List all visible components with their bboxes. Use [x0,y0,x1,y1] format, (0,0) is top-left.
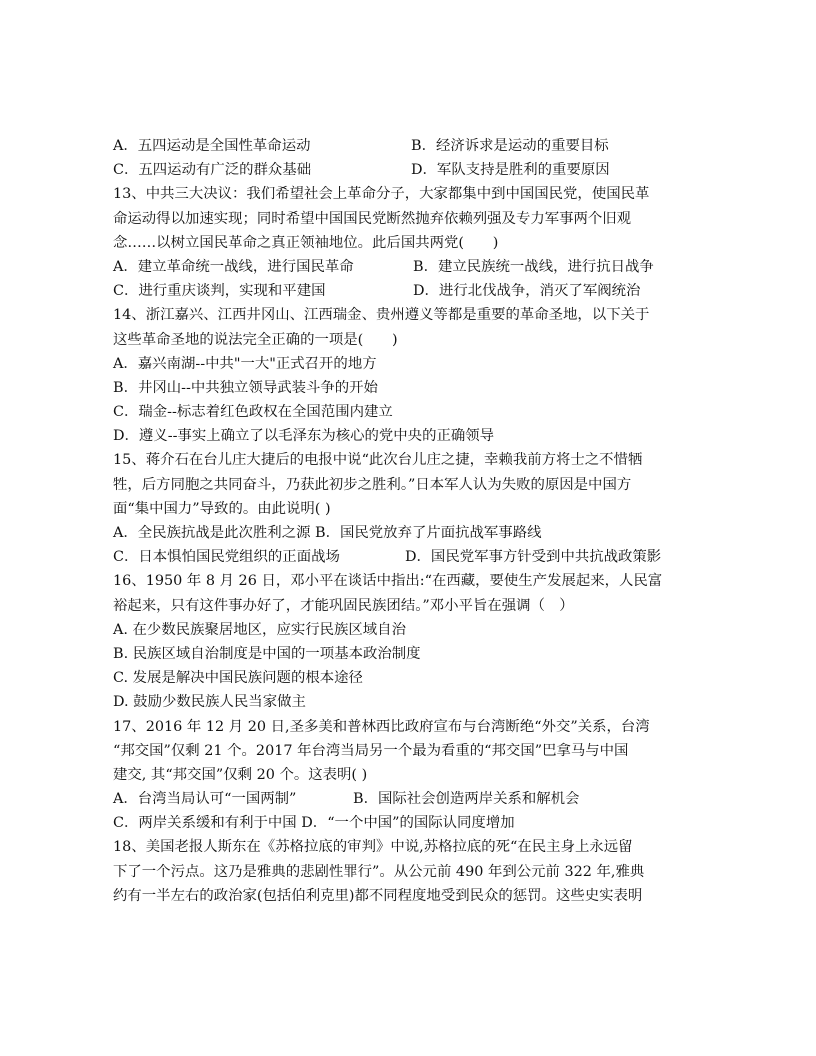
q15-options-ab[interactable]: A．全民族抗战是此次胜利之源 B．国民党放弃了片面抗战军事路线 [113,525,542,541]
q14-option-c[interactable]: C．瑞金--标志着红色政权在全国范围内建立 [113,404,393,421]
q13-stem-line-2: 命运动得以加速实现；同时希望中国国民党断然抛弃依赖列强及专力军事两个旧观 [113,210,632,227]
q15-stem-line-3: 面“集中国力”导致的。由此说明( ) [113,500,331,517]
q17-options-row-1 [113,787,713,811]
question-16 [113,569,713,714]
q14-stem-line-2: 这些革命圣地的说法完全正确的一项是( ) [113,331,398,348]
q15-stem-line-2: 牲，后方同胞之共同奋斗，乃获此初步之胜利。”日本军人认为失败的原因是中国方 [113,476,632,493]
q16-option-a[interactable]: A. 在少数民族聚居地区，应实行民族区域自治 [113,621,406,638]
q13-options-row-1 [113,255,713,279]
question-13 [113,182,713,303]
q17-option-a[interactable]: A．台湾当局认可“一国两制” [113,791,297,808]
q16-option-d[interactable]: D. 鼓励少数民族人民当家做主 [113,694,306,711]
q13-option-b[interactable]: B．建立民族统一战线，进行抗日战争 [413,258,654,275]
q12-options-row-1 [113,134,713,158]
q15-options-row-2 [113,545,713,569]
q17-stem-line-1: 17、2016 年 12 月 20 日,圣多美和普林西比政府宣布与台湾断绝“外交”关系，台湾 [113,718,650,735]
q14-option-b[interactable]: B．井冈山--中共独立领导武装斗争的开始 [113,379,378,396]
q16-stem-line-2: 裕起来，只有这件事办好了，才能巩固民族团结。”邓小平旨在强调（ ） [113,597,574,614]
q12-option-c[interactable]: C．五四运动有广泛的群众基础 [113,162,312,179]
q15-option-c[interactable]: C．日本惧怕国民党组织的正面战场 [113,549,340,566]
question-14 [113,303,713,448]
q14-option-a[interactable]: A．嘉兴南湖--中共"一大"正式召开的地方 [113,355,377,372]
q13-option-c[interactable]: C．进行重庆谈判，实现和平建国 [113,283,326,300]
question-18 [113,835,713,908]
q18-stem-line-2: 下了一个污点。这乃是雅典的悲剧性罪行”。从公元前 490 年到公元前 322 年,雅典 [113,863,645,880]
q14-option-d[interactable]: D．遵义--事实上确立了以毛泽东为核心的党中央的正确领导 [113,428,495,445]
q13-option-d[interactable]: D．进行北伐战争，消灭了军阀统治 [413,283,641,300]
q17-option-b[interactable]: B．国际社会创造两岸关系和解机会 [353,791,580,808]
q15-option-d[interactable]: D．国民党军事方针受到中共抗战政策影 [405,549,662,566]
q16-stem-line-1: 16、1950 年 8 月 26 日，邓小平在谈话中指出:“在西藏，要使生产发展起来，人民富 [113,573,663,590]
q13-stem-line-3: 念……以树立国民革命之真正领袖地位。此后国共两党( ) [113,234,499,251]
q13-stem-line-1: 13、中共三大决议：我们希望社会上革命分子，大家都集中到中国国民党，使国民革 [113,186,650,203]
q18-stem-line-3: 约有一半左右的政治家(包括伯利克里)都不同程度地受到民众的惩罚。这些史实表明 [113,887,643,904]
q14-stem-line-1: 14、浙江嘉兴、江西井冈山、江西瑞金、贵州遵义等都是重要的革命圣地，以下关于 [113,307,650,324]
q12-option-a[interactable]: A．五四运动是全国性革命运动 [113,138,311,154]
q15-stem-line-1: 15、蒋介石在台儿庄大捷后的电报中说“此次台儿庄之捷，幸赖我前方将士之不惜牺 [113,452,643,469]
exam-page [113,134,713,908]
question-15 [113,448,713,569]
q16-option-c[interactable]: C. 发展是解决中国民族问题的根本途径 [113,670,363,687]
q13-options-row-2 [113,279,713,303]
q17-stem-line-2: “邦交国”仅剩 21 个。2017 年台湾当局另一个最为看重的“邦交国”巴拿马与中国 [113,742,629,759]
q18-stem-line-1: 18、美国老报人斯东在《苏格拉底的审判》中说,苏格拉底的死“在民主身上永远留 [113,839,633,856]
q12-options-row-2 [113,158,713,182]
question-17 [113,715,713,836]
q12-option-d[interactable]: D．军队支持是胜利的重要原因 [411,162,610,179]
q17-stem-line-3: 建交, 其“邦交国”仅剩 20 个。这表明( ) [113,766,368,783]
q13-option-a[interactable]: A．建立革命统一战线，进行国民革命 [113,258,354,275]
q16-option-b[interactable]: B. 民族区域自治制度是中国的一项基本政治制度 [113,645,421,662]
q12-option-b[interactable]: B．经济诉求是运动的重要目标 [411,138,609,154]
q17-options-cd[interactable]: C．两岸关系缓和有利于中国 D．“一个中国”的国际认同度增加 [113,815,515,832]
